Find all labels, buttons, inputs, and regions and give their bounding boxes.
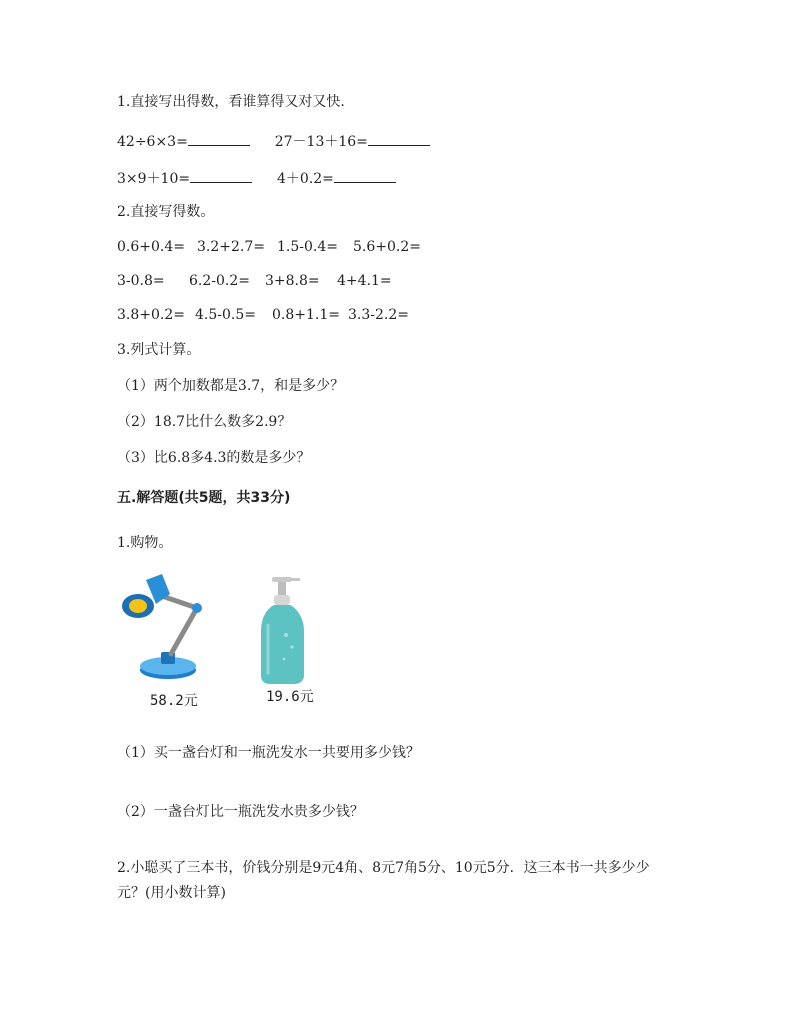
expr: 3+8.8= [265,273,320,289]
expr: 3-0.8= [117,273,165,289]
expr: 3.3-2.2= [348,307,409,323]
q3-title: 3.列式计算。 [117,342,201,358]
answer-blank[interactable] [334,170,396,183]
expr: 4.5-0.5= [195,307,256,323]
expr: 3×9＋10= [117,171,191,187]
q2-row-1 [117,237,421,257]
expr: 3.8+0.2= [117,307,185,323]
q2-row-2 [117,271,392,291]
lamp-price: 58.2元 [150,693,198,709]
q3-item-2: （2）18.7比什么数多2.9？ [117,414,292,430]
q1-row-2 [117,169,396,189]
expr: 4+4.1= [337,273,392,289]
expr: 6.2-0.2= [189,273,250,289]
expr: 0.8+1.1= [272,307,340,323]
desk-lamp-image [116,572,208,684]
expr: 27－13＋16= [274,134,368,150]
p1-item-1: （1）买一盏台灯和一瓶洗发水一共要用多少钱？ [117,745,420,761]
answer-blank[interactable] [188,133,250,146]
expr: 5.6+0.2= [353,239,421,255]
q1-row-1 [117,132,430,152]
p2-line-2: 元？(用小数计算) [117,885,226,901]
bottle-price: 19.6元 [266,689,314,705]
p2-line-1: 2.小聪买了三本书，价钱分别是9元4角、8元7角5分、10元5分．这三本书一共多少少 [117,860,650,876]
expr: 1.5-0.4= [277,239,338,255]
p1-item-2: （2）一盏台灯比一瓶洗发水贵多少钱？ [117,804,364,820]
q3-item-1: （1）两个加数都是3.7，和是多少？ [117,378,345,394]
shampoo-bottle-image [258,575,308,687]
q1-title: 1.直接写出得数，看谁算得又对又快. [117,94,345,110]
answer-blank[interactable] [190,170,252,183]
expr: 42÷6×3= [117,134,188,150]
expr: 0.6+0.4= [117,239,185,255]
expr: 3.2+2.7= [197,239,265,255]
section-5-heading: 五.解答题(共5题，共33分) [117,490,291,506]
q3-item-3: （3）比6.8多4.3的数是多少？ [117,450,311,466]
answer-blank[interactable] [368,133,430,146]
p1-title: 1.购物。 [117,535,173,551]
expr: 4＋0.2= [277,171,334,187]
q2-row-3 [117,305,409,325]
q2-title: 2.直接写得数。 [117,204,215,220]
